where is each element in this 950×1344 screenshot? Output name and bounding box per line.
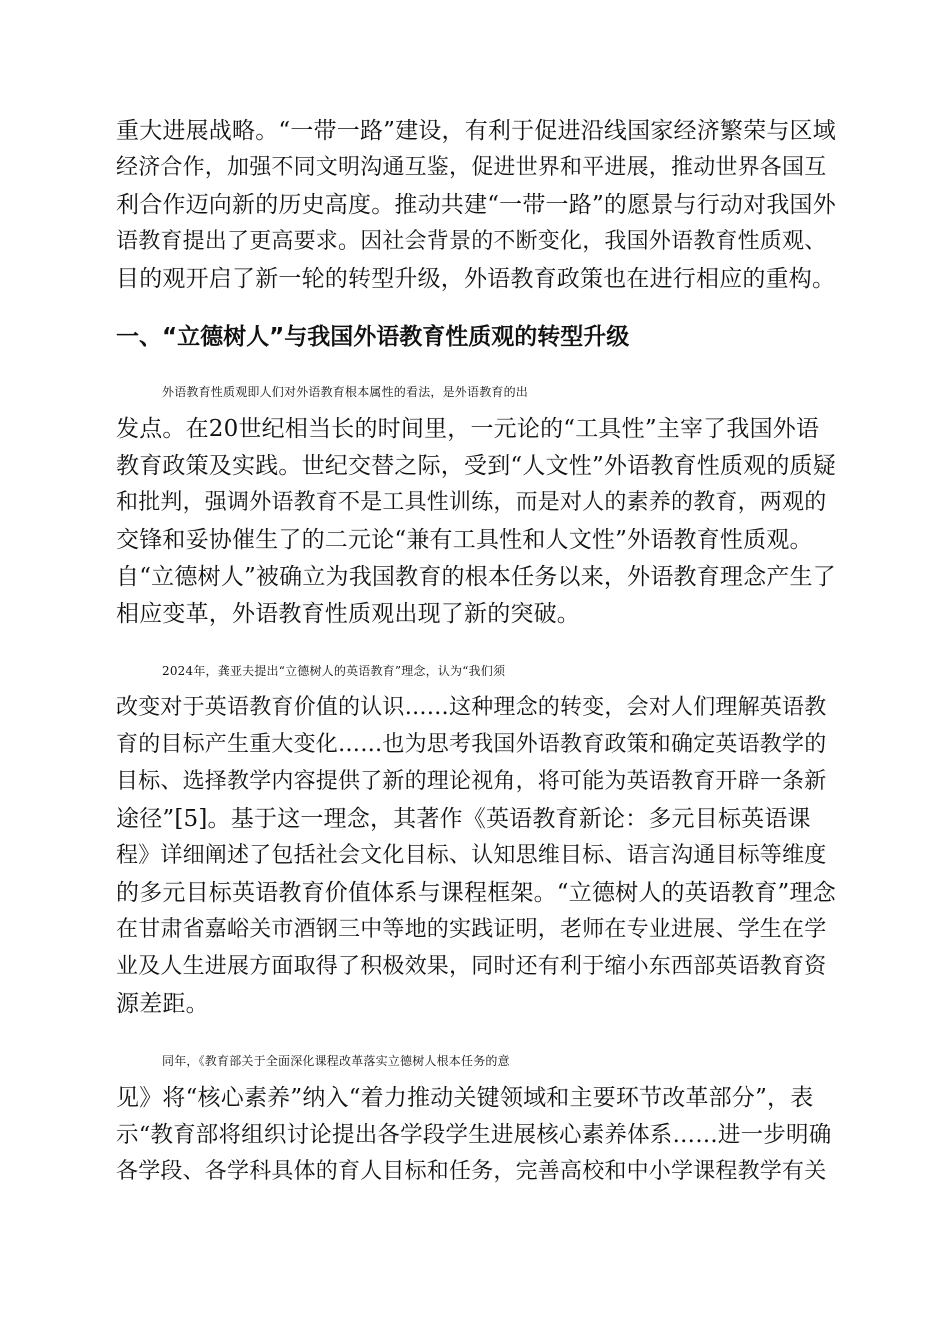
para2-line-6: 程》详细阐述了包括社会文化目标、认知思维目标、语言沟通目标等维度: [116, 843, 827, 868]
para2-line-5: 途径”[5]。基于这一理念，其著作《英语教育新论：多元目标英语课: [116, 806, 811, 832]
para1-line-1: 外语教育性质观即人们对外语教育根本属性的看法，是外语教育的出: [162, 385, 529, 399]
section-heading: 一、“立德树人”与我国外语教育性质观的转型升级: [116, 324, 630, 350]
para1-line-5: 交锋和妥协催生了的二元论“兼有工具性和人文性”外语教育性质观。: [116, 527, 813, 553]
para3-line-2: 见》将“核心素养”纳入“着力推动关键领域和主要环节改革部分”，表: [116, 1085, 814, 1111]
para1-line-3: 教育政策及实践。世纪交替之际，受到“人文性”外语教育性质观的质疑: [116, 453, 836, 479]
para2-line-3: 育的目标产生重大变化……也为思考我国外语教育政策和确定英语教学的: [116, 732, 827, 757]
intro-line-1: 重大进展战略。“一带一路”建设，有利于促进沿线国家经济繁荣与区域: [116, 118, 836, 144]
para1-line-2: 发点。在20世纪相当长的时间里，一元论的“工具性”主宰了我国外语: [116, 416, 820, 442]
para2-line-10: 源差距。: [116, 991, 209, 1017]
para2-line-4: 目标、选择教学内容提供了新的理论视角，将可能为英语教育开辟一条新: [116, 769, 827, 794]
para2-line-8: 在甘肃省嘉峪关市酒钢三中等地的实践证明，老师在专业进展、学生在学: [116, 917, 827, 942]
intro-line-3: 利合作迈向新的历史高度。推动共建“一带一路”的愿景与行动对我国外: [116, 192, 836, 218]
para3-line-3: 示“教育部将组织讨论提出各学段学生进展核心素养体系……进一步明确: [116, 1122, 832, 1148]
para3-line-1: 同年，《教育部关于全面深化课程改革落实立德树人根本任务的意: [162, 1054, 510, 1068]
para1-line-7: 相应变革，外语教育性质观出现了新的突破。: [116, 601, 580, 627]
para2-line-1: 2024年，龚亚夫提出“立德树人的英语教育”理念，认为“我们须: [162, 664, 506, 678]
intro-line-5: 目的观开启了新一轮的转型升级，外语教育政策也在进行相应的重构。: [116, 266, 836, 292]
intro-line-4: 语教育提出了更高要求。因社会背景的不断变化，我国外语教育性质观、: [116, 229, 827, 254]
para1-line-4: 和批判，强调外语教育不是工具性训练，而是对人的素养的教育，两观的: [116, 490, 827, 515]
para1-line-6: 自“立德树人”被确立为我国教育的根本任务以来，外语教育理念产生了: [116, 564, 836, 590]
intro-line-2: 经济合作，加强不同文明沟通互鉴，促进世界和平进展，推动世界各国互: [116, 155, 827, 180]
para3-line-4: 各学段、各学科具体的育人目标和任务，完善高校和中小学课程教学有关: [116, 1159, 827, 1184]
para2-line-7: 的多元目标英语教育价值体系与课程框架。“立德树人的英语教育”理念: [116, 880, 836, 906]
para2-line-9: 业及人生进展方面取得了积极效果，同时还有利于缩小东西部英语教育资: [116, 954, 827, 979]
para2-line-2: 改变对于英语教育价值的认识……这种理念的转变，会对人们理解英语教: [116, 695, 827, 720]
